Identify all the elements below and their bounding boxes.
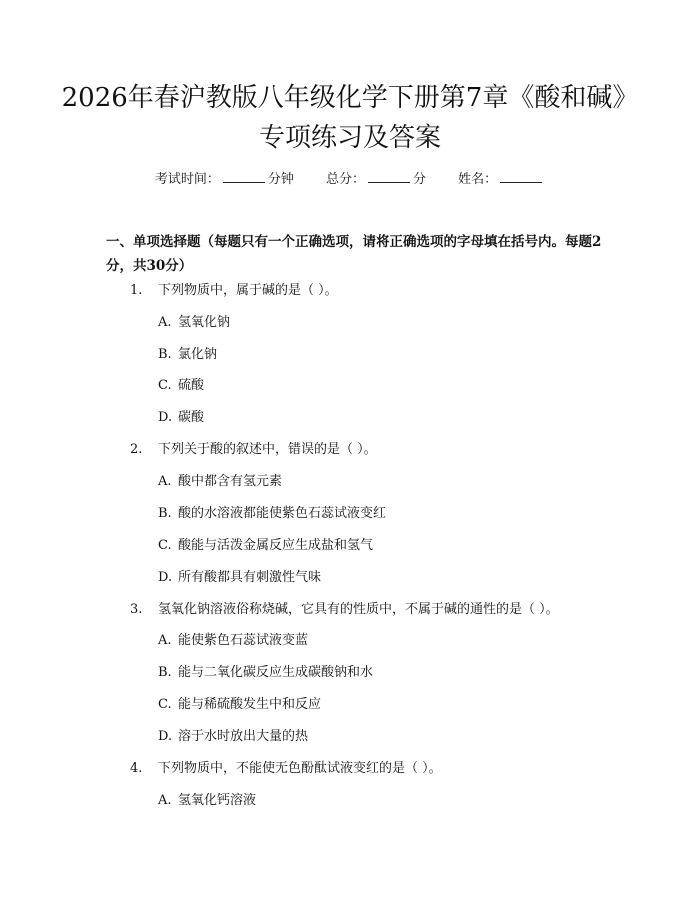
question-2	[130, 441, 377, 459]
exam-time-label: 考试时间：	[154, 172, 220, 187]
option-text: 所有酸都具有刺激性气味	[178, 570, 322, 585]
question-number: 2.	[130, 442, 143, 457]
question-4-option-a[interactable]	[158, 792, 256, 810]
question-3-option-d[interactable]	[158, 728, 308, 746]
question-1-option-d[interactable]	[158, 409, 204, 427]
option-letter: C.	[158, 697, 172, 712]
exam-info-line	[0, 170, 700, 189]
option-letter: C.	[158, 538, 172, 553]
name-label: 姓名：	[458, 172, 498, 187]
option-letter: A.	[158, 633, 172, 648]
option-text: 酸的水溶液都能使紫色石蕊试液变红	[178, 506, 387, 521]
option-text: 溶于水时放出大量的热	[178, 729, 309, 744]
question-3-option-a[interactable]	[158, 632, 308, 650]
option-text: 碳酸	[178, 410, 205, 425]
name-blank[interactable]	[500, 170, 542, 183]
question-2-option-a[interactable]	[158, 473, 282, 491]
document-title: 2026年春沪教版八年级化学下册第7章《酸和碱》专项练习及答案	[61, 83, 639, 153]
question-4	[130, 760, 442, 778]
option-text: 能与稀硫酸发生中和反应	[178, 697, 322, 712]
question-number: 4.	[130, 761, 143, 776]
option-text: 能使紫色石蕊试液变蓝	[178, 633, 309, 648]
exam-time-unit: 分钟	[267, 172, 294, 187]
option-text: 酸能与活泼金属反应生成盐和氢气	[178, 538, 374, 553]
section-heading: 一、单项选择题（每题只有一个正确选项，请将正确选项的字母填在括号内。每题2分，共30分）	[106, 234, 602, 274]
option-letter: C.	[158, 378, 172, 393]
option-letter: A.	[158, 315, 172, 330]
option-letter: B.	[158, 665, 172, 680]
option-text: 硫酸	[178, 378, 205, 393]
question-3	[130, 601, 559, 619]
total-score-field	[326, 170, 426, 189]
question-text: 下列关于酸的叙述中，错误的是（ ）。	[158, 442, 377, 457]
question-text: 氢氧化钠溶液俗称烧碱，它具有的性质中，不属于碱的通性的是（ ）。	[158, 602, 559, 617]
question-3-option-c[interactable]	[158, 696, 321, 714]
option-letter: B.	[158, 506, 172, 521]
name-field	[458, 170, 545, 189]
total-score-unit: 分	[413, 172, 427, 187]
option-letter: D.	[158, 410, 173, 425]
option-letter: A.	[158, 793, 172, 808]
total-score-label: 总分：	[325, 172, 365, 187]
option-letter: D.	[158, 729, 173, 744]
question-1	[130, 282, 338, 300]
question-1-option-a[interactable]	[158, 314, 230, 332]
option-text: 酸中都含有氢元素	[178, 474, 283, 489]
question-number: 3.	[130, 602, 143, 617]
question-1-option-b[interactable]	[158, 346, 217, 364]
question-1-option-c[interactable]	[158, 377, 204, 395]
total-score-blank[interactable]	[368, 170, 410, 183]
question-2-option-b[interactable]	[158, 505, 386, 523]
exam-time-blank[interactable]	[223, 170, 265, 183]
option-text: 氢氧化钠	[178, 315, 231, 330]
option-text: 氢氧化钙溶液	[178, 793, 257, 808]
question-2-option-c[interactable]	[158, 537, 373, 555]
question-3-option-b[interactable]	[158, 664, 373, 682]
question-text: 下列物质中，不能使无色酚酞试液变红的是（ ）。	[158, 761, 442, 776]
question-text: 下列物质中，属于碱的是（ ）。	[158, 283, 338, 298]
option-text: 能与二氧化碳反应生成碳酸钠和水	[178, 665, 374, 680]
question-number: 1.	[130, 283, 143, 298]
question-2-option-d[interactable]	[158, 569, 321, 587]
option-text: 氯化钠	[178, 347, 218, 362]
option-letter: A.	[158, 474, 172, 489]
exam-time-field	[155, 170, 294, 189]
option-letter: B.	[158, 347, 172, 362]
option-letter: D.	[158, 570, 173, 585]
